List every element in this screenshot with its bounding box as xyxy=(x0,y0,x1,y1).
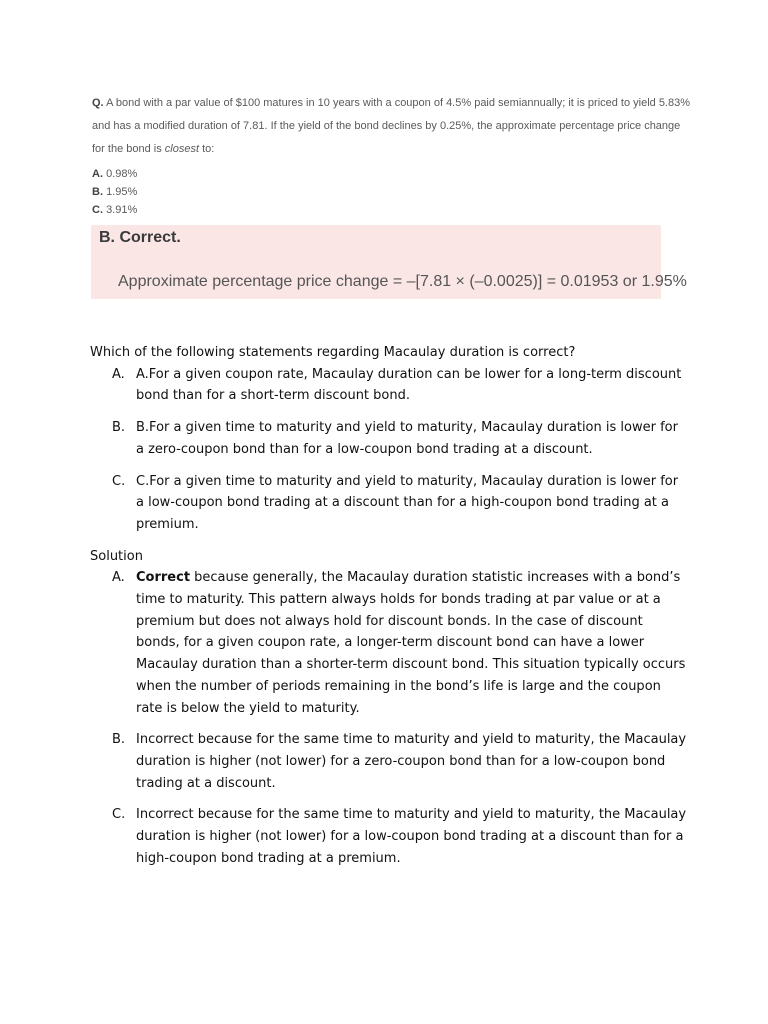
question-1-option-a xyxy=(92,165,692,183)
solution-text: Incorrect because for the same time to maturity and yield to maturity, the Macaulay duration is higher (not lower) for a low-coupon bond trading at a discount than for a high-coupon bond trading at a premium. xyxy=(136,807,687,866)
option-text: A.For a given coupon rate, Macaulay duration can be lower for a long-term discount bond than for a short-term discount bond. xyxy=(136,366,682,404)
option-marker: B. xyxy=(92,186,103,198)
document-body xyxy=(90,342,690,879)
question-1-text xyxy=(92,92,692,161)
question-1-line-2: and has a modified duration of 7.81. If the yield of the bond declines by 0.25%, the approximate percentage price change xyxy=(92,120,681,132)
option-text: B.For a given time to maturity and yield to maturity, Macaulay duration is lower for a zero-coupon bond than for a low-coupon bond trading at a discount. xyxy=(136,420,678,457)
answer-title: B. Correct. xyxy=(99,229,181,246)
question-1-line-3a: for the bond is xyxy=(92,143,165,155)
list-marker: C. xyxy=(112,807,126,823)
option-text: 0.98% xyxy=(106,168,138,180)
list-marker: C. xyxy=(112,473,126,489)
question-1-emphasis: closest xyxy=(164,143,200,155)
question-1-line-1: A bond with a par value of $100 matures in 10 years with a coupon of 4.5% paid semiannually; it is priced to yield 5.83% xyxy=(106,97,691,109)
question-1-block xyxy=(92,92,692,219)
question-2-text: Which of the following statements regarding Macaulay duration is correct? xyxy=(90,345,576,360)
question-1-option-b xyxy=(92,183,692,201)
question-2-option-b xyxy=(90,417,690,460)
question-2-option-c xyxy=(90,471,690,536)
question-2-option-a xyxy=(90,364,690,407)
solution-item-b xyxy=(90,729,690,794)
list-marker: A. xyxy=(112,366,125,382)
list-marker: B. xyxy=(112,732,126,748)
solution-text: Incorrect because for the same time to maturity and yield to maturity, the Macaulay duration is higher (not lower) for a zero-coupon bond than for a low-coupon bond trading at a discount. xyxy=(136,732,687,791)
question-1-option-c xyxy=(92,201,692,219)
question-2-options xyxy=(90,364,690,536)
answer-explanation-box xyxy=(91,225,687,299)
solution-label: Solution xyxy=(90,548,143,564)
option-text: 1.95% xyxy=(106,186,138,198)
solution-item-a xyxy=(90,567,690,719)
option-text: 3.91% xyxy=(106,204,138,216)
option-text: C.For a given time to maturity and yield to maturity, Macaulay duration is lower for a low-coupon bond trading at a discount than for a high-coupon bond trading at a premium. xyxy=(136,473,679,532)
option-marker: A. xyxy=(92,168,103,180)
solution-list xyxy=(90,567,690,869)
question-prefix: Q. xyxy=(92,97,104,109)
list-marker: A. xyxy=(112,570,125,586)
question-1-line-3b: to: xyxy=(199,143,215,155)
answer-formula: Approximate percentage price change = –[7.81 × (–0.0025)] = 0.01953 or 1.95% xyxy=(118,273,687,290)
list-marker: B. xyxy=(112,420,126,436)
solution-text: because generally, the Macaulay duration statistic increases with a bond’s time to maturity. This pattern always holds for bonds trading at par value or at a premium but does not always hold for discount bonds. In the case of discount bonds, for a given coupon rate, a longer-term discount bond can have a lower Macaulay duration than a shorter-term discount bond. This situation typically occurs when the number of periods remaining in the bond’s life is large and the coupon rate is below the yield to maturity. xyxy=(136,570,686,716)
question-1-options xyxy=(92,165,692,219)
solution-item-c xyxy=(90,804,690,869)
correct-label: Correct xyxy=(136,570,191,586)
option-marker: C. xyxy=(92,204,103,216)
